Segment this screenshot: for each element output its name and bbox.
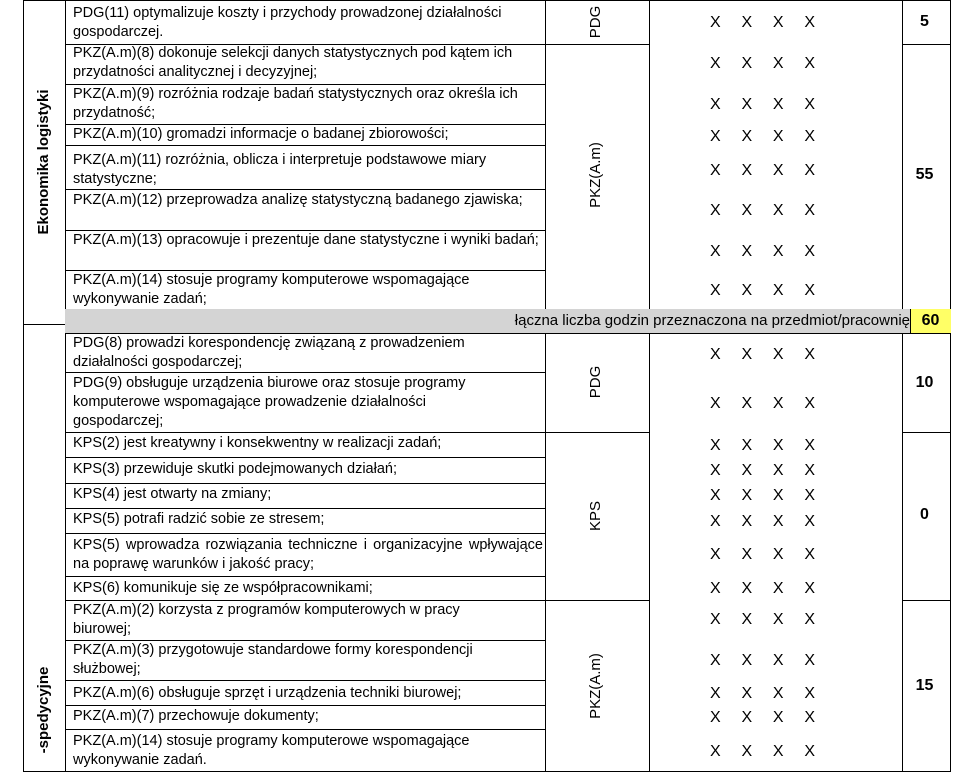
table-row: KPS(3) przewiduje skutki podejmowanych działań;: [73, 461, 397, 477]
table-row: KPS(4) jest otwarty na zmiany;: [73, 486, 272, 502]
hours-pdg-group2: 10: [915, 374, 934, 391]
border-right: [950, 0, 951, 772]
border-left: [23, 0, 24, 772]
border-num-col: [902, 0, 903, 309]
mark-row: X X X X: [710, 346, 815, 363]
table-row: PKZ(A.m)(10) gromadzi informacje o badanej zbiorowości;: [73, 126, 449, 142]
row-line: [545, 432, 650, 433]
mark-row: X X X X: [710, 513, 815, 530]
table-row: PKZ(A.m)(7) przechowuje dokumenty;: [73, 708, 319, 724]
table-row: PKZ(A.m)(12) przeprowadza analizę statystyczną badanego zjawiska;: [73, 192, 523, 208]
table-row: PKZ(A.m)(2) korzysta z programów komputerowych w pracy biurowej;: [73, 602, 460, 637]
row-line: [65, 680, 545, 681]
table-row: PKZ(A.m)(14) stosuje programy komputerowe wspomagające wykonywanie zadań.: [73, 733, 470, 768]
border-num-col-2: [902, 333, 903, 772]
mark-row: X X X X: [710, 202, 815, 219]
hours-kps-group2: 0: [920, 506, 929, 523]
mark-row: X X X X: [710, 55, 815, 72]
table-row: KPS(6) komunikuje się ze współpracownikami;: [73, 580, 373, 596]
hours-pkz-group2: 15: [915, 677, 934, 694]
mark-row: X X X X: [710, 487, 815, 504]
table-row: PKZ(A.m)(13) opracowuje i prezentuje dane statystyczne i wyniki badań;: [73, 232, 539, 248]
border-top: [23, 0, 951, 1]
table-row: PDG(8) prowadzi korespondencję związaną z prowadzeniem działalności gospodarczej;: [73, 335, 465, 370]
effect-code-pkz: PKZ(A.m): [587, 142, 604, 208]
mark-row: X X X X: [710, 437, 815, 454]
mark-row: X X X X: [710, 611, 815, 628]
row-line: [545, 600, 650, 601]
row-line: [65, 483, 545, 484]
mark-row: X X X X: [710, 709, 815, 726]
table-row: PKZ(A.m)(11) rozróżnia, oblicza i interpretuje podstawowe miary statystyczne;: [73, 152, 487, 187]
table-row: KPS(5) wprowadza rozwiązania techniczne i organizacyjne wpływające na poprawę warunków i jakość pracy;: [73, 537, 543, 572]
border-code-col-2: [649, 333, 650, 772]
total-label: łączna liczba godzin przeznaczona na przedmiot/pracownię: [514, 312, 910, 329]
border-text-col-2: [545, 333, 546, 772]
row-line: [65, 533, 545, 534]
table-row: PDG(11) optymalizuje koszty i przychody prowadzonej działalności gospodarczej.: [73, 5, 502, 40]
row-line: [65, 145, 545, 146]
row-line: [65, 457, 545, 458]
border-text-col: [545, 0, 546, 309]
table-row: PKZ(A.m)(6) obsługuje sprzęt i urządzenia techniki biurowej;: [73, 685, 462, 701]
mark-row: X X X X: [710, 243, 815, 260]
row-line: [902, 44, 950, 45]
mark-row: X X X X: [710, 580, 815, 597]
mark-row: X X X X: [710, 652, 815, 669]
table-row: PDG(9) obsługuje urządzenia biurowe oraz stosuje programy komputerowe wspomagające prowadzenie działalności gospodarczej;: [73, 375, 466, 429]
mark-row: X X X X: [710, 96, 815, 113]
group-separator: [23, 324, 65, 325]
side-label-spedycyjne: -spedycyjne: [35, 666, 52, 754]
mark-row: X X X X: [710, 162, 815, 179]
table-row: KPS(2) jest kreatywny i konsekwentny w realizacji zadań;: [73, 435, 442, 451]
mark-row: X X X X: [710, 462, 815, 479]
row-line: [65, 432, 545, 433]
table-row: KPS(5) potrafi radzić sobie ze stresem;: [73, 511, 325, 527]
mark-row: X X X X: [710, 546, 815, 563]
side-label-ekonomika: Ekonomika logistyki: [35, 89, 52, 235]
row-line: [65, 508, 545, 509]
border-code-col: [649, 0, 650, 309]
row-line: [65, 189, 545, 190]
mark-row: X X X X: [710, 685, 815, 702]
effect-code-pdg: PDG: [587, 5, 604, 39]
mark-row: X X X X: [710, 128, 815, 145]
row-line: [65, 576, 545, 577]
mark-row: X X X X: [710, 282, 815, 299]
effect-code-pdg-2: PDG: [587, 365, 604, 399]
table-row: PKZ(A.m)(3) przygotowuje standardowe formy korespondencji służbowej;: [73, 642, 473, 677]
row-line: [65, 729, 545, 730]
row-line: [65, 705, 545, 706]
table-row: PKZ(A.m)(8) dokonuje selekcji danych statystycznych pod kątem ich przydatności analitycznej i decyzyjnej;: [73, 45, 513, 80]
table-row: PKZ(A.m)(14) stosuje programy komputerowe wspomagające wykonywanie zadań;: [73, 272, 470, 307]
total-value: 60: [921, 312, 940, 329]
mark-row: X X X X: [710, 743, 815, 760]
table-row: PKZ(A.m)(9) rozróżnia rodzaje badań statystycznych oraz określa ich przydatność;: [73, 86, 518, 121]
effect-code-pkz-2: PKZ(A.m): [587, 653, 604, 719]
row-line: [65, 372, 545, 373]
mark-row: X X X X: [710, 395, 815, 412]
row-line: [902, 432, 950, 433]
hours-pkz-group1: 55: [915, 166, 934, 183]
mark-row: X X X X: [710, 14, 815, 31]
row-line: [902, 600, 950, 601]
border-side-col: [65, 0, 66, 772]
hours-pdg-group1: 5: [920, 13, 929, 30]
effect-code-kps: KPS: [587, 501, 604, 532]
